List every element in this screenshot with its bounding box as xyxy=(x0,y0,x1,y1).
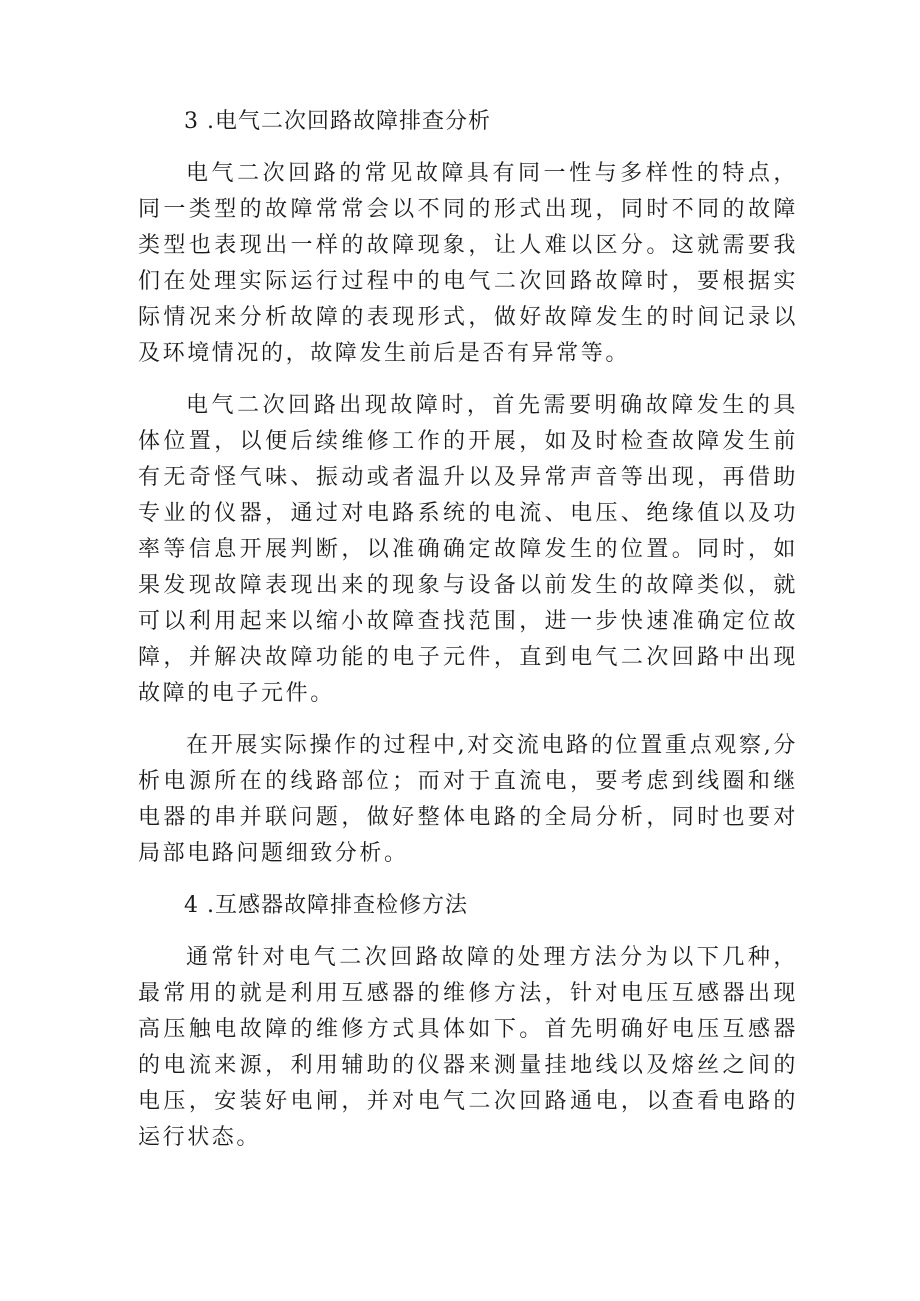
section-3-paragraph-1: 电气二次回路的常见故障具有同一性与多样性的特点，同一类型的故障常常会以不同的形式出现，同时不同的故障类型也表现出一样的故障现象，让人难以区分。这就需要我们在处理实际运行过程中的电气二次回路故障时，要根据实际情况来分析故障的表现形式，做好故障发生的时间记录以及环境情况的，故障发生前后是否有异常等。 xyxy=(138,161,798,366)
section-3-paragraph-2: 电气二次回路出现故障时，首先需要明确故障发生的具体位置，以便后续维修工作的开展，如及时检查故障发生前有无奇怪气味、振动或者温升以及异常声音等出现，再借助专业的仪器，通过对电路系统的电流、电压、绝缘值以及功率等信息开展判断，以准确确定故障发生的位置。同时，如果发现故障表现出来的现象与设备以前发生的故障类似，就可以利用起来以缩小故障查找范围，进一步快速准确定位故障，并解决故障功能的电子元件，直到电气二次回路中出现故障的电子元件。 xyxy=(138,393,798,706)
section-3-heading: 3 .电气二次回路故障排查分析 xyxy=(184,109,491,134)
document-body xyxy=(138,104,798,1156)
section-3-paragraph-3: 在开展实际操作的过程中,对交流电路的位置重点观察,分析电源所在的线路部位；而对于直流电，要考虑到线圈和继电器的串并联问题，做好整体电路的全局分析，同时也要对局部电路问题细致分析。 xyxy=(138,733,798,866)
section-4-paragraph-1: 通常针对电气二次回路故障的处理方法分为以下几种，最常用的就是利用互感器的维修方法，针对电压互感器出现高压触电故障的维修方式具体如下。首先明确好电压互感器的电流来源，利用辅助的仪器来测量挂地线以及熔丝之间的电压，安装好电闸，并对电气二次回路通电，以查看电路的运行状态。 xyxy=(138,945,798,1150)
section-4-heading: 4 .互感器故障排查检修方法 xyxy=(184,893,468,918)
